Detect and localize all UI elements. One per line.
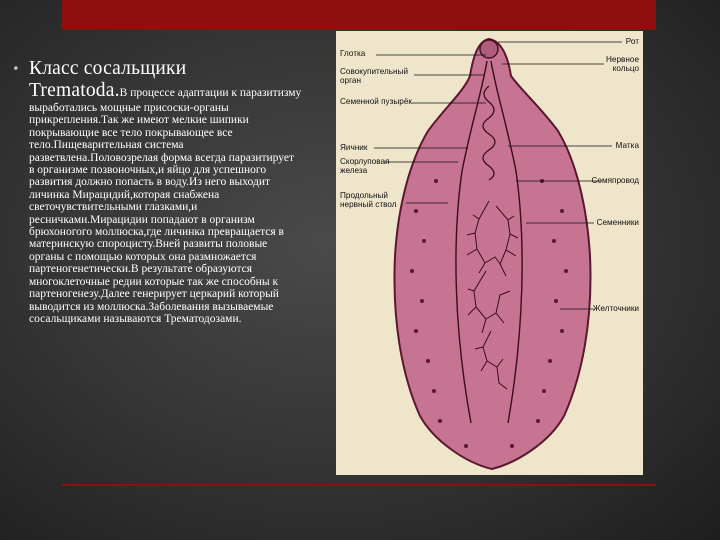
label-mouth: Рот — [625, 37, 639, 46]
slide-body-text: В процессе адаптации к паразитизму выработались мощные присоски-органы прикрепления.Так же имеют мелкие шипики покрывающие все тело покрывающее все тело.Пищеварительная система разветвлена.Половозрелая форма всегда паразитирует в организме позвоночных,и яйцо для успешного развития должно попасть в воду.Из него выходит личинка Мирацидий,которая снабжена светочувствительными глазками,и ресничками.Мирацидии попадают в организм брюхоногого моллюска,где личинка превращается в материнскую спороцисту.Вней развиты половые органы с помощью которых она размножается партеногенетически.В результате образуются многоклеточные редии которые так же способны к партеногенезу.Далее генерирует церкарий который выводится из моллюска.Заболевания вызываемые сосальщиками называются Трематодозами. — [29, 87, 302, 325]
label-seminal-vesicle: Семенной пузырёк — [340, 97, 412, 106]
label-pharynx: Глотка — [340, 49, 366, 58]
label-nerve-ring: Нервное кольцо — [606, 55, 639, 73]
bullet-icon: • — [12, 62, 20, 77]
label-ovary: Яичник — [340, 143, 368, 152]
bottom-accent-rule — [62, 484, 656, 486]
label-nerve-cord: Продольный нервный ствол — [340, 191, 397, 209]
label-vas-deferens: Семяпровод — [591, 176, 639, 185]
top-accent-bar — [62, 0, 656, 30]
label-uterus: Матка — [615, 141, 639, 150]
slide-paragraph — [29, 58, 302, 325]
label-vitellaria: Желточники — [592, 304, 639, 313]
fluke-body-outline — [394, 39, 590, 469]
slide-title-part2: Trematoda. — [29, 80, 120, 101]
slide-title-part1: Класс сосальщики — [29, 58, 187, 79]
fluke-anatomy-figure — [336, 31, 643, 475]
label-copulatory-organ: Совокупительный орган — [340, 67, 409, 85]
label-testes: Семенники — [596, 218, 639, 227]
slide-text — [12, 58, 302, 325]
label-shell-gland: Скорлуповая железа — [340, 157, 390, 175]
